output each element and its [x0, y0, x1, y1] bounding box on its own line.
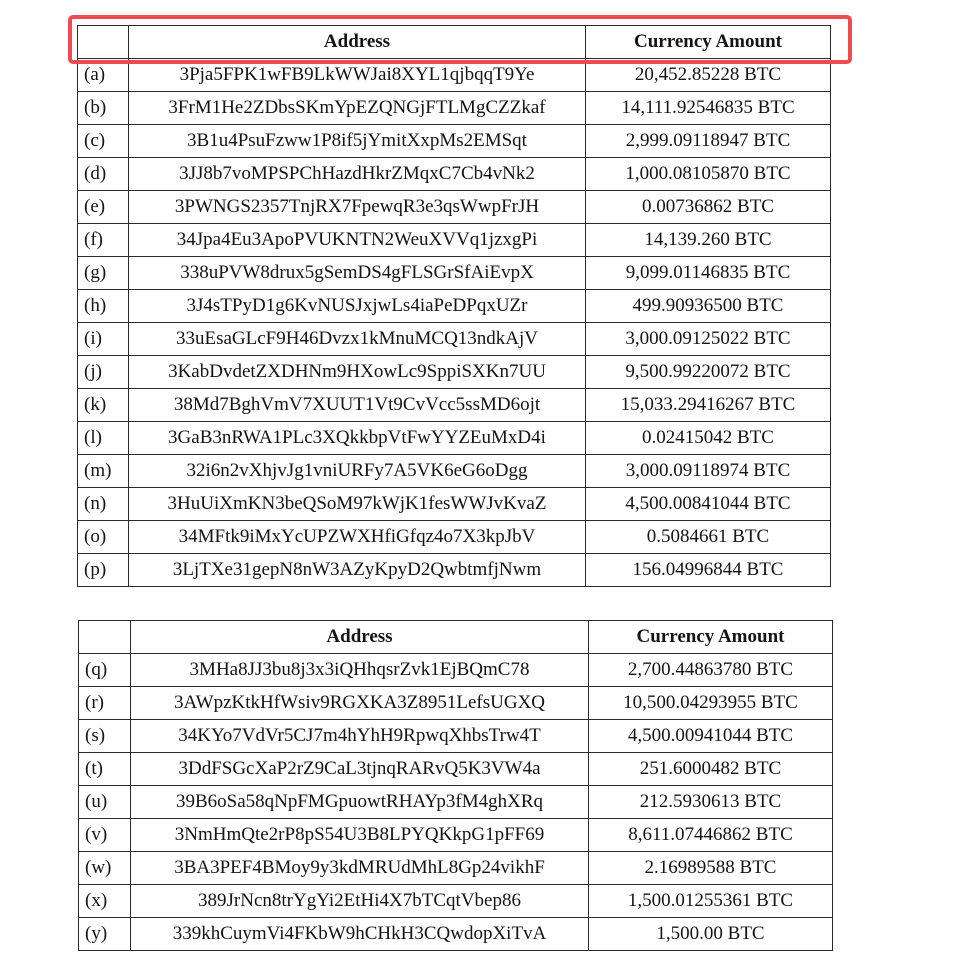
- address-cell: 3FrM1He2ZDbsSKmYpEZQNGjFTLMgCZZkaf: [129, 92, 586, 125]
- table-row: [78, 455, 831, 488]
- address-column-header: Address: [129, 26, 586, 59]
- amount-cell: 251.6000482 BTC: [589, 753, 833, 786]
- address-cell: 34Jpa4Eu3ApoPVUKNTN2WeuXVVq1jzxgPi: [129, 224, 586, 257]
- table-row: [79, 852, 833, 885]
- amount-cell: 9,500.99220072 BTC: [586, 356, 831, 389]
- table-row: [79, 753, 833, 786]
- table-header-row: [78, 26, 831, 59]
- row-label: (u): [79, 786, 131, 819]
- table-row: [79, 786, 833, 819]
- amount-cell: 1,500.01255361 BTC: [589, 885, 833, 918]
- amount-cell: 156.04996844 BTC: [586, 554, 831, 587]
- table-row: [78, 92, 831, 125]
- address-cell: 3PWNGS2357TnjRX7FpewqR3e3qsWwpFrJH: [129, 191, 586, 224]
- address-cell: 3J4sTPyD1g6KvNUSJxjwLs4iaPeDPqxUZr: [129, 290, 586, 323]
- amount-cell: 9,099.01146835 BTC: [586, 257, 831, 290]
- table-row: [78, 290, 831, 323]
- table-row: [79, 654, 833, 687]
- address-cell: 3DdFSGcXaP2rZ9CaL3tjnqRARvQ5K3VW4a: [131, 753, 589, 786]
- amount-cell: 0.02415042 BTC: [586, 422, 831, 455]
- row-label: (x): [79, 885, 131, 918]
- row-label: (c): [78, 125, 129, 158]
- row-label: (f): [78, 224, 129, 257]
- amount-cell: 1,500.00 BTC: [589, 918, 833, 951]
- address-cell: 3JJ8b7voMPSPChHazdHkrZMqxC7Cb4vNk2: [129, 158, 586, 191]
- address-cell: 339khCuymVi4FKbW9hCHkH3CQwdopXiTvA: [131, 918, 589, 951]
- table-row: [79, 885, 833, 918]
- address-cell: 3GaB3nRWA1PLc3XQkkbpVtFwYYZEuMxD4i: [129, 422, 586, 455]
- address-cell: 3B1u4PsuFzww1P8if5jYmitXxpMs2EMSqt: [129, 125, 586, 158]
- amount-cell: 15,033.29416267 BTC: [586, 389, 831, 422]
- table-row: [78, 323, 831, 356]
- row-label: (l): [78, 422, 129, 455]
- table-row: [78, 389, 831, 422]
- row-label: (o): [78, 521, 129, 554]
- address-cell: 3LjTXe31gepN8nW3AZyKpyD2QwbtmfjNwm: [129, 554, 586, 587]
- amount-cell: 1,000.08105870 BTC: [586, 158, 831, 191]
- address-cell: 34KYo7VdVr5CJ7m4hYhH9RpwqXhbsTrw4T: [131, 720, 589, 753]
- address-cell: 3AWpzKtkHfWsiv9RGXKA3Z8951LefsUGXQ: [131, 687, 589, 720]
- amount-cell: 20,452.85228 BTC: [586, 59, 831, 92]
- address-cell: 33uEsaGLcF9H46Dvzx1kMnuMCQ13ndkAjV: [129, 323, 586, 356]
- amount-cell: 3,000.09125022 BTC: [586, 323, 831, 356]
- table-row: [78, 521, 831, 554]
- amount-column-header: Currency Amount: [586, 26, 831, 59]
- table-row: [79, 918, 833, 951]
- row-label: (y): [79, 918, 131, 951]
- amount-cell: 2.16989588 BTC: [589, 852, 833, 885]
- amount-column-header: Currency Amount: [589, 621, 833, 654]
- amount-cell: 212.5930613 BTC: [589, 786, 833, 819]
- amount-cell: 4,500.00841044 BTC: [586, 488, 831, 521]
- row-label: (e): [78, 191, 129, 224]
- table-row: [78, 422, 831, 455]
- row-label: (b): [78, 92, 129, 125]
- address-cell: 389JrNcn8trYgYi2EtHi4X7bTCqtVbep86: [131, 885, 589, 918]
- row-label: (h): [78, 290, 129, 323]
- table-row: [78, 554, 831, 587]
- amount-cell: 10,500.04293955 BTC: [589, 687, 833, 720]
- address-table-2: [78, 620, 833, 951]
- table-row: [78, 356, 831, 389]
- row-label: (r): [79, 687, 131, 720]
- table-row: [79, 819, 833, 852]
- row-label: (v): [79, 819, 131, 852]
- label-column-header: [78, 26, 129, 59]
- table-row: [78, 257, 831, 290]
- row-label: (a): [78, 59, 129, 92]
- row-label: (t): [79, 753, 131, 786]
- table-row: [78, 224, 831, 257]
- label-column-header: [79, 621, 131, 654]
- address-cell: 3KabDvdetZXDHNm9HXowLc9SppiSXKn7UU: [129, 356, 586, 389]
- amount-cell: 0.00736862 BTC: [586, 191, 831, 224]
- address-cell: 32i6n2vXhjvJg1vniURFy7A5VK6eG6oDgg: [129, 455, 586, 488]
- row-label: (k): [78, 389, 129, 422]
- table-1-body: [78, 59, 831, 587]
- address-cell: 39B6oSa58qNpFMGpuowtRHAYp3fM4ghXRq: [131, 786, 589, 819]
- amount-cell: 499.90936500 BTC: [586, 290, 831, 323]
- row-label: (s): [79, 720, 131, 753]
- row-label: (p): [78, 554, 129, 587]
- address-cell: 3BA3PEF4BMoy9y3kdMRUdMhL8Gp24vikhF: [131, 852, 589, 885]
- row-label: (g): [78, 257, 129, 290]
- address-cell: 38Md7BghVmV7XUUT1Vt9CvVcc5ssMD6ojt: [129, 389, 586, 422]
- row-label: (i): [78, 323, 129, 356]
- address-table-1: [77, 25, 831, 587]
- address-cell: 3MHa8JJ3bu8j3x3iQHhqsrZvk1EjBQmC78: [131, 654, 589, 687]
- table-row: [78, 191, 831, 224]
- row-label: (d): [78, 158, 129, 191]
- address-cell: 34MFtk9iMxYcUPZWXHfiGfqz4o7X3kpJbV: [129, 521, 586, 554]
- table-row: [78, 125, 831, 158]
- row-label: (j): [78, 356, 129, 389]
- table-row: [78, 59, 831, 92]
- amount-cell: 8,611.07446862 BTC: [589, 819, 833, 852]
- amount-cell: 3,000.09118974 BTC: [586, 455, 831, 488]
- table-row: [79, 687, 833, 720]
- amount-cell: 14,139.260 BTC: [586, 224, 831, 257]
- row-label: (m): [78, 455, 129, 488]
- table-header-row: [79, 621, 833, 654]
- amount-cell: 2,700.44863780 BTC: [589, 654, 833, 687]
- amount-cell: 0.5084661 BTC: [586, 521, 831, 554]
- address-cell: 3HuUiXmKN3beQSoM97kWjK1fesWWJvKvaZ: [129, 488, 586, 521]
- table-row: [78, 488, 831, 521]
- table-row: [78, 158, 831, 191]
- table-row: [79, 720, 833, 753]
- row-label: (n): [78, 488, 129, 521]
- address-column-header: Address: [131, 621, 589, 654]
- table-2-body: [79, 654, 833, 951]
- address-cell: 338uPVW8drux5gSemDS4gFLSGrSfAiEvpX: [129, 257, 586, 290]
- amount-cell: 4,500.00941044 BTC: [589, 720, 833, 753]
- amount-cell: 2,999.09118947 BTC: [586, 125, 831, 158]
- row-label: (q): [79, 654, 131, 687]
- address-cell: 3NmHmQte2rP8pS54U3B8LPYQKkpG1pFF69: [131, 819, 589, 852]
- address-cell: 3Pja5FPK1wFB9LkWWJai8XYL1qjbqqT9Ye: [129, 59, 586, 92]
- row-label: (w): [79, 852, 131, 885]
- amount-cell: 14,111.92546835 BTC: [586, 92, 831, 125]
